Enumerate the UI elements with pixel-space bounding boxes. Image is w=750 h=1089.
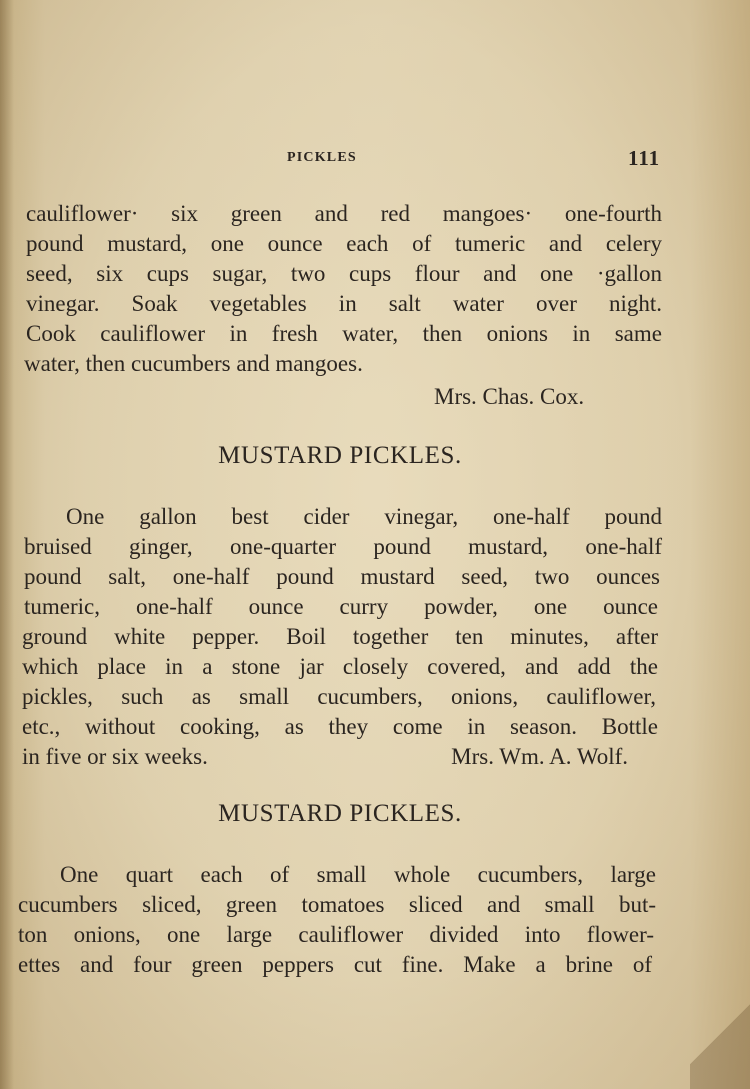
recipe-signature: Mrs. Wm. A. Wolf. <box>451 744 628 769</box>
text-line: bruised ginger, one-quarter pound mustard, one-half <box>24 534 662 559</box>
text-line: seed, six cups sugar, two cups flour and one ·gallon <box>26 261 662 286</box>
page-corner-fold <box>690 979 750 1089</box>
text-line: One quart each of small whole cucumbers, large <box>60 862 656 887</box>
text-line: water, then cucumbers and mangoes. <box>24 351 363 376</box>
text-line: ton onions, one large cauliflower divided into flower- <box>18 922 654 947</box>
text-line: pound salt, one-half pound mustard seed, two ounces <box>24 564 660 589</box>
text-line: which place in a stone jar closely covered, and add the <box>22 654 658 679</box>
text-line-with-signature <box>22 742 628 772</box>
text-line: etc., without cooking, as they come in season. Bottle <box>22 714 658 739</box>
text-line: vinegar. Soak vegetables in salt water over night. <box>26 291 662 316</box>
text-line: pickles, such as small cucumbers, onions, cauliflower, <box>22 684 656 709</box>
text-line: One gallon best cider vinegar, one-half pound <box>66 504 662 529</box>
recipe-heading: MUSTARD PICKLES. <box>218 442 462 469</box>
recipe-signature: Mrs. Chas. Cox. <box>434 384 585 409</box>
running-head-title: PICKLES <box>287 150 357 165</box>
text-line: Cook cauliflower in fresh water, then onions in same <box>26 321 662 346</box>
page-number: 111 <box>628 146 661 170</box>
recipe-heading: MUSTARD PICKLES. <box>218 800 462 827</box>
text-line: ground white pepper. Boil together ten minutes, after <box>22 624 658 649</box>
text-line: pound mustard, one ounce each of tumeric and celery <box>26 231 662 256</box>
text-line: ettes and four green peppers cut fine. Make a brine of <box>18 952 652 977</box>
text-fragment: in five or six weeks. <box>22 744 208 769</box>
text-line: cauliflower· six green and red mangoes· one-fourth <box>26 201 662 226</box>
text-line: cucumbers sliced, green tomatoes sliced and small but- <box>18 892 656 917</box>
running-head <box>0 146 750 172</box>
text-line: tumeric, one-half ounce curry powder, one ounce <box>24 594 658 619</box>
